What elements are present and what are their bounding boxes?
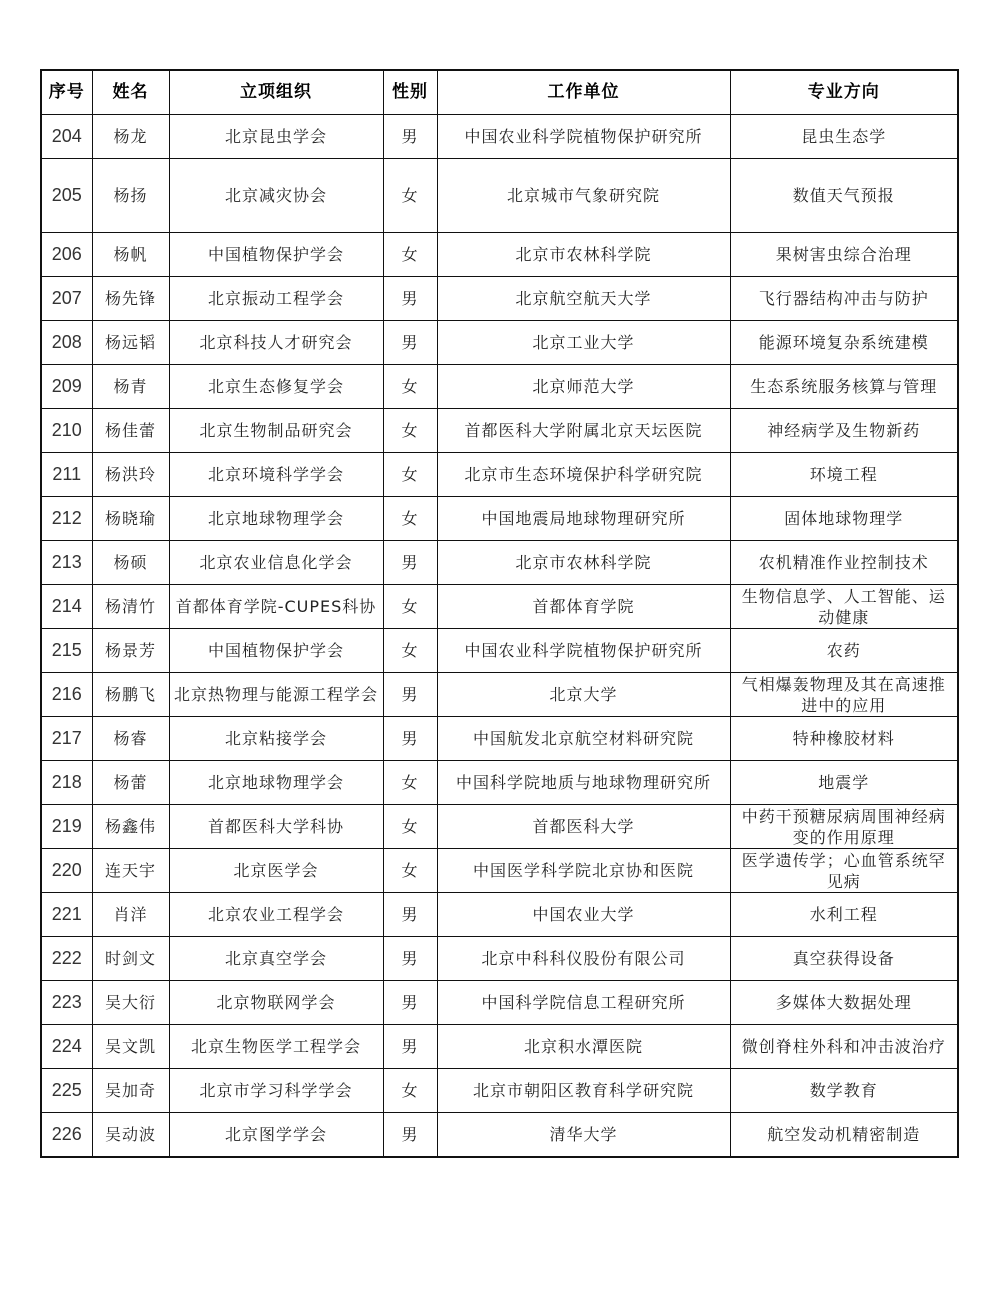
table-row	[41, 849, 958, 893]
table-row	[41, 1113, 958, 1158]
cell-organization: 北京生物制品研究会	[169, 409, 383, 453]
cell-organization: 中国植物保护学会	[169, 233, 383, 277]
cell-specialty: 航空发动机精密制造	[730, 1113, 958, 1158]
cell-index: 224	[41, 1025, 92, 1069]
cell-index: 216	[41, 673, 92, 717]
cell-name: 杨晓瑜	[92, 497, 169, 541]
cell-index: 211	[41, 453, 92, 497]
cell-specialty: 数学教育	[730, 1069, 958, 1113]
header-index: 序号	[41, 70, 92, 115]
cell-organization: 北京地球物理学会	[169, 497, 383, 541]
header-gender: 性别	[383, 70, 437, 115]
cell-organization: 北京医学会	[169, 849, 383, 893]
header-name: 姓名	[92, 70, 169, 115]
cell-organization: 北京地球物理学会	[169, 761, 383, 805]
cell-name: 杨景芳	[92, 629, 169, 673]
cell-workplace: 清华大学	[437, 1113, 730, 1158]
cell-specialty: 气相爆轰物理及其在高速推进中的应用	[730, 673, 958, 717]
cell-specialty: 飞行器结构冲击与防护	[730, 277, 958, 321]
cell-name: 杨远韬	[92, 321, 169, 365]
table-row	[41, 673, 958, 717]
cell-index: 219	[41, 805, 92, 849]
cell-specialty: 地震学	[730, 761, 958, 805]
table-row	[41, 365, 958, 409]
cell-gender: 男	[383, 717, 437, 761]
cell-organization: 北京热物理与能源工程学会	[169, 673, 383, 717]
cell-gender: 女	[383, 409, 437, 453]
cell-name: 吴动波	[92, 1113, 169, 1158]
cell-specialty: 水利工程	[730, 893, 958, 937]
cell-workplace: 北京工业大学	[437, 321, 730, 365]
cell-organization: 中国植物保护学会	[169, 629, 383, 673]
personnel-table	[40, 69, 959, 1158]
cell-name: 杨硕	[92, 541, 169, 585]
cell-specialty: 农机精准作业控制技术	[730, 541, 958, 585]
cell-workplace: 中国地震局地球物理研究所	[437, 497, 730, 541]
table-row	[41, 409, 958, 453]
cell-workplace: 中国农业科学院植物保护研究所	[437, 629, 730, 673]
cell-name: 杨洪玲	[92, 453, 169, 497]
cell-workplace: 首都体育学院	[437, 585, 730, 629]
cell-index: 204	[41, 115, 92, 159]
header-row	[41, 70, 958, 115]
cell-index: 205	[41, 159, 92, 233]
cell-workplace: 北京市生态环境保护科学研究院	[437, 453, 730, 497]
cell-name: 肖洋	[92, 893, 169, 937]
cell-gender: 女	[383, 453, 437, 497]
cell-index: 220	[41, 849, 92, 893]
cell-index: 213	[41, 541, 92, 585]
cell-gender: 男	[383, 115, 437, 159]
cell-gender: 女	[383, 761, 437, 805]
cell-gender: 女	[383, 497, 437, 541]
cell-specialty: 环境工程	[730, 453, 958, 497]
cell-workplace: 北京市农林科学院	[437, 233, 730, 277]
header-workplace: 工作单位	[437, 70, 730, 115]
cell-workplace: 北京城市气象研究院	[437, 159, 730, 233]
table-row	[41, 1069, 958, 1113]
cell-index: 223	[41, 981, 92, 1025]
cell-workplace: 中国农业科学院植物保护研究所	[437, 115, 730, 159]
cell-gender: 女	[383, 849, 437, 893]
cell-index: 214	[41, 585, 92, 629]
table-row	[41, 233, 958, 277]
cell-name: 时剑文	[92, 937, 169, 981]
cell-index: 206	[41, 233, 92, 277]
table-row	[41, 717, 958, 761]
cell-organization: 北京振动工程学会	[169, 277, 383, 321]
cell-organization: 北京市学习科学学会	[169, 1069, 383, 1113]
header-organization: 立项组织	[169, 70, 383, 115]
table-row	[41, 629, 958, 673]
cell-organization: 北京农业信息化学会	[169, 541, 383, 585]
cell-name: 杨鑫伟	[92, 805, 169, 849]
cell-index: 226	[41, 1113, 92, 1158]
cell-specialty: 昆虫生态学	[730, 115, 958, 159]
table-row	[41, 115, 958, 159]
cell-index: 207	[41, 277, 92, 321]
cell-specialty: 生物信息学、人工智能、运动健康	[730, 585, 958, 629]
cell-name: 杨帆	[92, 233, 169, 277]
table-row	[41, 497, 958, 541]
cell-index: 217	[41, 717, 92, 761]
cell-specialty: 生态系统服务核算与管理	[730, 365, 958, 409]
cell-name: 杨清竹	[92, 585, 169, 629]
cell-index: 209	[41, 365, 92, 409]
cell-organization: 北京农业工程学会	[169, 893, 383, 937]
cell-name: 杨睿	[92, 717, 169, 761]
cell-workplace: 中国科学院地质与地球物理研究所	[437, 761, 730, 805]
cell-organization: 北京减灾协会	[169, 159, 383, 233]
cell-workplace: 北京市农林科学院	[437, 541, 730, 585]
cell-gender: 男	[383, 981, 437, 1025]
cell-index: 222	[41, 937, 92, 981]
cell-organization: 北京粘接学会	[169, 717, 383, 761]
cell-workplace: 北京积水潭医院	[437, 1025, 730, 1069]
cell-index: 210	[41, 409, 92, 453]
table-body	[41, 115, 958, 1158]
cell-name: 杨龙	[92, 115, 169, 159]
cell-organization: 北京真空学会	[169, 937, 383, 981]
table-row	[41, 321, 958, 365]
cell-index: 221	[41, 893, 92, 937]
cell-index: 225	[41, 1069, 92, 1113]
cell-index: 212	[41, 497, 92, 541]
cell-gender: 女	[383, 365, 437, 409]
cell-name: 连天宇	[92, 849, 169, 893]
cell-index: 218	[41, 761, 92, 805]
table-row	[41, 761, 958, 805]
cell-specialty: 多媒体大数据处理	[730, 981, 958, 1025]
cell-gender: 男	[383, 1025, 437, 1069]
table-row	[41, 805, 958, 849]
cell-specialty: 能源环境复杂系统建模	[730, 321, 958, 365]
cell-name: 杨蕾	[92, 761, 169, 805]
header-specialty: 专业方向	[730, 70, 958, 115]
cell-index: 208	[41, 321, 92, 365]
cell-specialty: 特种橡胶材料	[730, 717, 958, 761]
cell-name: 吴加奇	[92, 1069, 169, 1113]
cell-organization: 北京科技人才研究会	[169, 321, 383, 365]
cell-gender: 男	[383, 1113, 437, 1158]
cell-gender: 女	[383, 1069, 437, 1113]
cell-specialty: 医学遗传学；心血管系统罕见病	[730, 849, 958, 893]
table-header	[41, 70, 958, 115]
cell-specialty: 真空获得设备	[730, 937, 958, 981]
cell-workplace: 北京航空航天大学	[437, 277, 730, 321]
cell-organization: 北京昆虫学会	[169, 115, 383, 159]
cell-gender: 男	[383, 673, 437, 717]
cell-name: 吴大衍	[92, 981, 169, 1025]
cell-workplace: 北京师范大学	[437, 365, 730, 409]
cell-gender: 男	[383, 541, 437, 585]
cell-gender: 男	[383, 893, 437, 937]
cell-workplace: 首都医科大学	[437, 805, 730, 849]
cell-gender: 男	[383, 321, 437, 365]
cell-name: 吴文凯	[92, 1025, 169, 1069]
cell-workplace: 北京市朝阳区教育科学研究院	[437, 1069, 730, 1113]
table-row	[41, 453, 958, 497]
table-row	[41, 893, 958, 937]
cell-gender: 女	[383, 159, 437, 233]
cell-gender: 女	[383, 805, 437, 849]
cell-gender: 女	[383, 233, 437, 277]
table-row	[41, 277, 958, 321]
table-row	[41, 541, 958, 585]
cell-gender: 男	[383, 937, 437, 981]
cell-specialty: 微创脊柱外科和冲击波治疗	[730, 1025, 958, 1069]
cell-workplace: 中国科学院信息工程研究所	[437, 981, 730, 1025]
cell-organization: 首都体育学院-CUPES科协	[169, 585, 383, 629]
cell-gender: 女	[383, 585, 437, 629]
cell-workplace: 北京中科科仪股份有限公司	[437, 937, 730, 981]
table-row	[41, 159, 958, 233]
table-row	[41, 585, 958, 629]
cell-name: 杨青	[92, 365, 169, 409]
cell-name: 杨佳蕾	[92, 409, 169, 453]
cell-workplace: 中国农业大学	[437, 893, 730, 937]
cell-organization: 北京图学学会	[169, 1113, 383, 1158]
table-row	[41, 981, 958, 1025]
cell-specialty: 数值天气预报	[730, 159, 958, 233]
table-row	[41, 937, 958, 981]
cell-organization: 北京生态修复学会	[169, 365, 383, 409]
cell-organization: 北京环境科学学会	[169, 453, 383, 497]
cell-workplace: 中国航发北京航空材料研究院	[437, 717, 730, 761]
cell-name: 杨先锋	[92, 277, 169, 321]
cell-name: 杨鹏飞	[92, 673, 169, 717]
cell-specialty: 固体地球物理学	[730, 497, 958, 541]
cell-organization: 北京物联网学会	[169, 981, 383, 1025]
cell-gender: 男	[383, 277, 437, 321]
cell-specialty: 农药	[730, 629, 958, 673]
cell-organization: 北京生物医学工程学会	[169, 1025, 383, 1069]
cell-name: 杨扬	[92, 159, 169, 233]
cell-specialty: 神经病学及生物新药	[730, 409, 958, 453]
cell-gender: 女	[383, 629, 437, 673]
cell-index: 215	[41, 629, 92, 673]
cell-workplace: 北京大学	[437, 673, 730, 717]
cell-workplace: 首都医科大学附属北京天坛医院	[437, 409, 730, 453]
table-row	[41, 1025, 958, 1069]
cell-specialty: 中药干预糖尿病周围神经病变的作用原理	[730, 805, 958, 849]
cell-workplace: 中国医学科学院北京协和医院	[437, 849, 730, 893]
cell-organization: 首都医科大学科协	[169, 805, 383, 849]
cell-specialty: 果树害虫综合治理	[730, 233, 958, 277]
